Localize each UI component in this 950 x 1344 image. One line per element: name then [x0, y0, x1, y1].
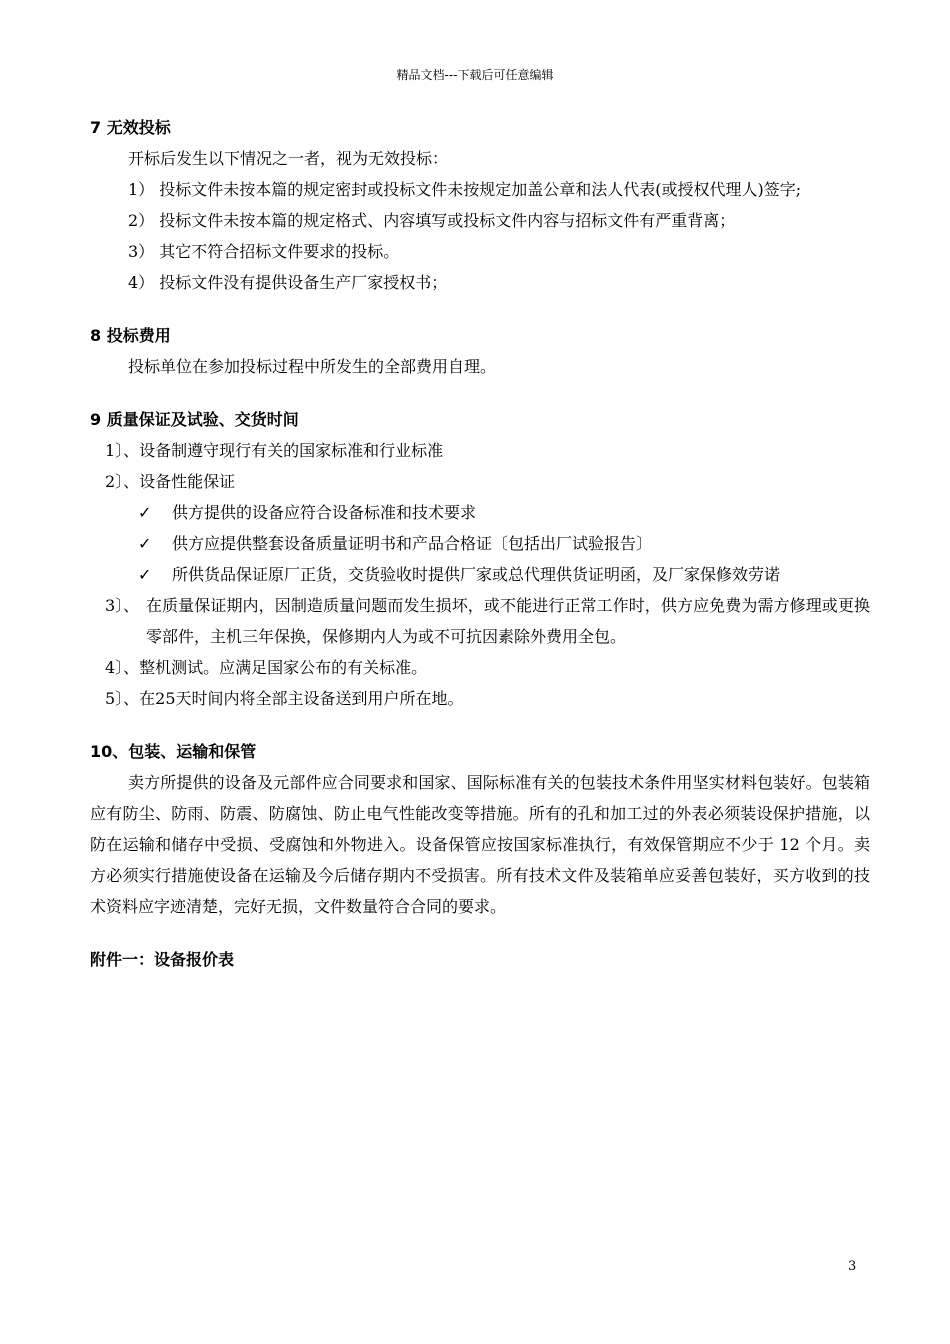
check-item [90, 497, 870, 528]
section-9-item-1: 1〕、设备制遵守现行有关的国家标准和行业标准 [105, 441, 444, 460]
section-9-title: 9 质量保证及试验、交货时间 [90, 410, 299, 429]
section-7-item-2: 2） 投标文件未按本篇的规定格式、内容填写或投标文件内容与招标文件有严重背离； [128, 211, 736, 230]
page-number: 3 [848, 1259, 857, 1274]
document-body [90, 112, 870, 975]
check-item-text: 供方应提供整套设备质量证明书和产品合格证〔包括出厂试验报告〕 [172, 534, 653, 553]
section-8-text: 投标单位在参加投标过程中所发生的全部费用自理。 [128, 357, 497, 376]
check-item-text: 所供货品保证原厂正货，交货验收时提供厂家或总代理供货证明函，及厂家保修效劳诺 [172, 565, 781, 584]
section-9-item-4: 4〕、整机测试。应满足国家公布的有关标准。 [105, 658, 428, 677]
check-icon: ✓ [138, 534, 152, 553]
check-icon: ✓ [138, 565, 152, 584]
section-9-item-2: 2〕、设备性能保证 [105, 472, 236, 491]
section-9-item-5: 5〕、在25天时间内将全部主设备送到用户所在地。 [105, 689, 464, 708]
section-8-title: 8 投标费用 [90, 326, 171, 345]
check-item [90, 528, 870, 559]
section-10-title: 10、包装、运输和保管 [90, 742, 257, 761]
section-9-item-3-label: 3〕、 [105, 596, 140, 615]
check-icon: ✓ [138, 503, 152, 522]
section-7-item-1: 1） 投标文件未按本篇的规定密封或投标文件未按规定加盖公章和法人代表(或授权代理人)签字; [128, 180, 802, 199]
section-9-item-3-text: 在质量保证期内，因制造质量问题而发生损坏，或不能进行正常工作时，供方应免费为需方修理或更换零部件，主机三年保换，保修期内人为或不可抗因素除外费用全包。 [146, 596, 870, 646]
appendix-title: 附件一：设备报价表 [90, 950, 235, 969]
page-header: 精品文档---下载后可任意编辑 [396, 68, 554, 82]
section-7-title: 7 无效投标 [90, 118, 171, 137]
section-7-item-4: 4） 投标文件没有提供设备生产厂家授权书； [128, 273, 448, 292]
section-7-intro: 开标后发生以下情况之一者，视为无效投标： [128, 149, 449, 168]
section-10-text: 卖方所提供的设备及元部件应合同要求和国家、国际标准有关的包装技术条件用坚实材料包装好。包装箱应有防尘、防雨、防震、防腐蚀、防止电气性能改变等措施。所有的孔和加工过的外表必须装设保护措施，以防在运输和储存中受损、受腐蚀和外物进入。设备保管应按国家标准执行，有效保管期应不少于 12 个月。卖方必须实行措施使设备在运输及今后储存期内不受损害。所有技术文件及装箱单应妥善包装好，买方收到的技术资料应字迹清楚，完好无损，文件数量符合合同的要求。 [90, 773, 870, 916]
section-9-item-3 [90, 590, 870, 652]
check-item-text: 供方提供的设备应符合设备标准和技术要求 [172, 503, 477, 522]
section-7-item-3: 3） 其它不符合招标文件要求的投标。 [128, 242, 400, 261]
check-item [90, 559, 870, 590]
